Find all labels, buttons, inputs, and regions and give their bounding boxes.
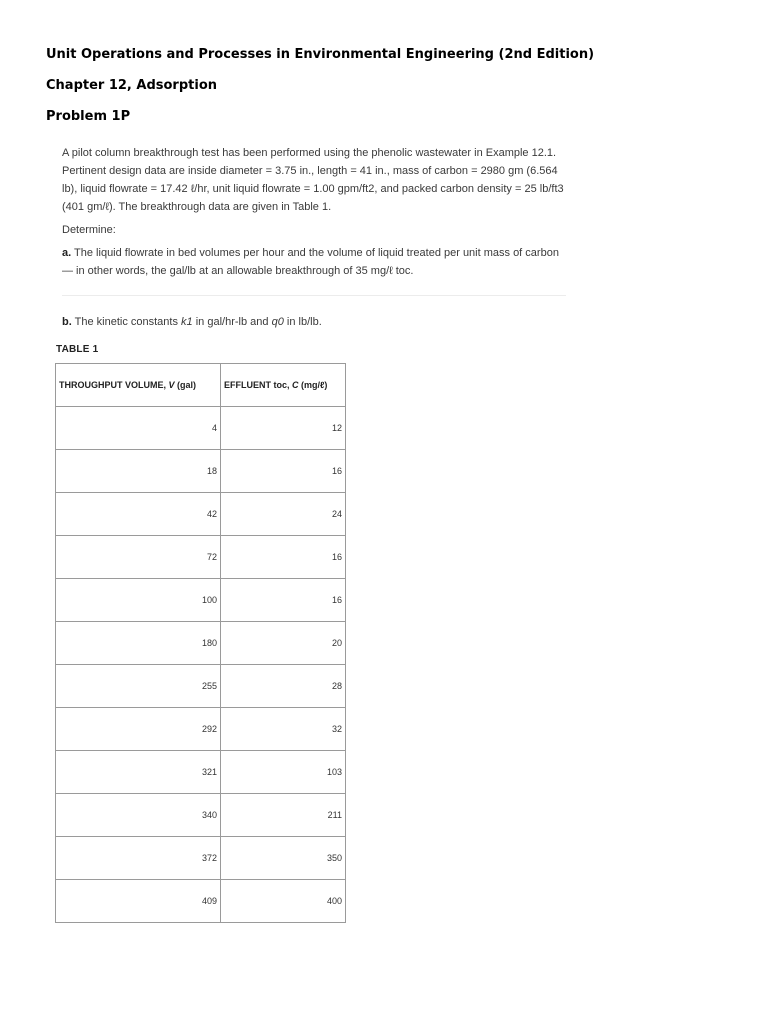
table-row [56,665,346,708]
table-row [56,579,346,622]
table-row [56,622,346,665]
table-row [56,751,346,794]
table-row [56,708,346,751]
effluent-toc-cell: 16 [221,450,346,493]
throughput-volume-cell: 340 [56,794,221,837]
effluent-toc-cell: 20 [221,622,346,665]
problem-heading: Problem 1P [46,109,131,124]
effluent-toc-cell: 32 [221,708,346,751]
part-b [62,313,568,331]
effluent-toc-cell: 16 [221,579,346,622]
chapter-heading: Chapter 12, Adsorption [46,78,218,93]
table-header-row [56,364,346,407]
part-b-text-3: in lb/lb. [286,316,322,328]
throughput-volume-cell: 292 [56,708,221,751]
throughput-volume-cell: 321 [56,751,221,794]
determine-label [62,221,568,239]
effluent-toc-cell: 28 [221,665,346,708]
part-b-text-1: The kinetic constants [74,316,178,328]
throughput-volume-cell: 180 [56,622,221,665]
throughput-volume-cell: 100 [56,579,221,622]
table-row [56,493,346,536]
throughput-volume-cell: 4 [56,407,221,450]
table-row [56,450,346,493]
table-row [56,794,346,837]
table-row [56,536,346,579]
effluent-toc-cell: 24 [221,493,346,536]
effluent-toc-cell: 16 [221,536,346,579]
effluent-toc-cell: 103 [221,751,346,794]
throughput-volume-cell: 409 [56,880,221,923]
effluent-toc-cell: 211 [221,794,346,837]
throughput-volume-cell: 18 [56,450,221,493]
part-b-label: b. [62,316,72,328]
effluent-toc-cell: 400 [221,880,346,923]
problem-intro-text: A pilot column breakthrough test has been performed using the phenolic wastewater in Example 12.1. Pertinent design data are inside diameter = 3.75 in., length = 41 in., mass of carbon = 2980 gm (6.564 lb), liquid flowrate = 17.42 ℓ/hr, unit liquid flowrate = 1.00 gpm/ft2, and packed carbon density = 25 lb/ft3 (401 gm/ℓ). The breakthrough data are given in Table 1. [62,147,564,213]
table-row [56,880,346,923]
throughput-volume-header: THROUGHPUT VOLUME, V (gal) [56,364,221,407]
part-a-label: a. [62,247,72,259]
throughput-volume-cell: 42 [56,493,221,536]
determine-text: Determine: [62,224,116,236]
section-divider [62,295,566,296]
problem-statement [62,144,568,216]
throughput-volume-cell: 255 [56,665,221,708]
throughput-volume-cell: 372 [56,837,221,880]
table-row [56,407,346,450]
part-b-text-2: in gal/hr-lb and [195,316,269,328]
effluent-toc-cell: 12 [221,407,346,450]
effluent-toc-cell: 350 [221,837,346,880]
table-row [56,837,346,880]
effluent-toc-header: EFFLUENT toc, C (mg/ℓ) [221,364,346,407]
document-title: Unit Operations and Processes in Environmental Engineering (2nd Edition) [46,47,595,62]
throughput-volume-cell: 72 [56,536,221,579]
table-title: TABLE 1 [56,344,99,355]
k1-symbol: k1 [181,316,193,328]
part-a-text: The liquid flowrate in bed volumes per hour and the volume of liquid treated per unit mass of carbon — in other words, the gal/lb at an allowable breakthrough of 35 mg/ℓ toc. [62,247,559,277]
q0-symbol: q0 [271,316,284,328]
breakthrough-data-table [55,363,346,923]
part-a [62,244,568,280]
